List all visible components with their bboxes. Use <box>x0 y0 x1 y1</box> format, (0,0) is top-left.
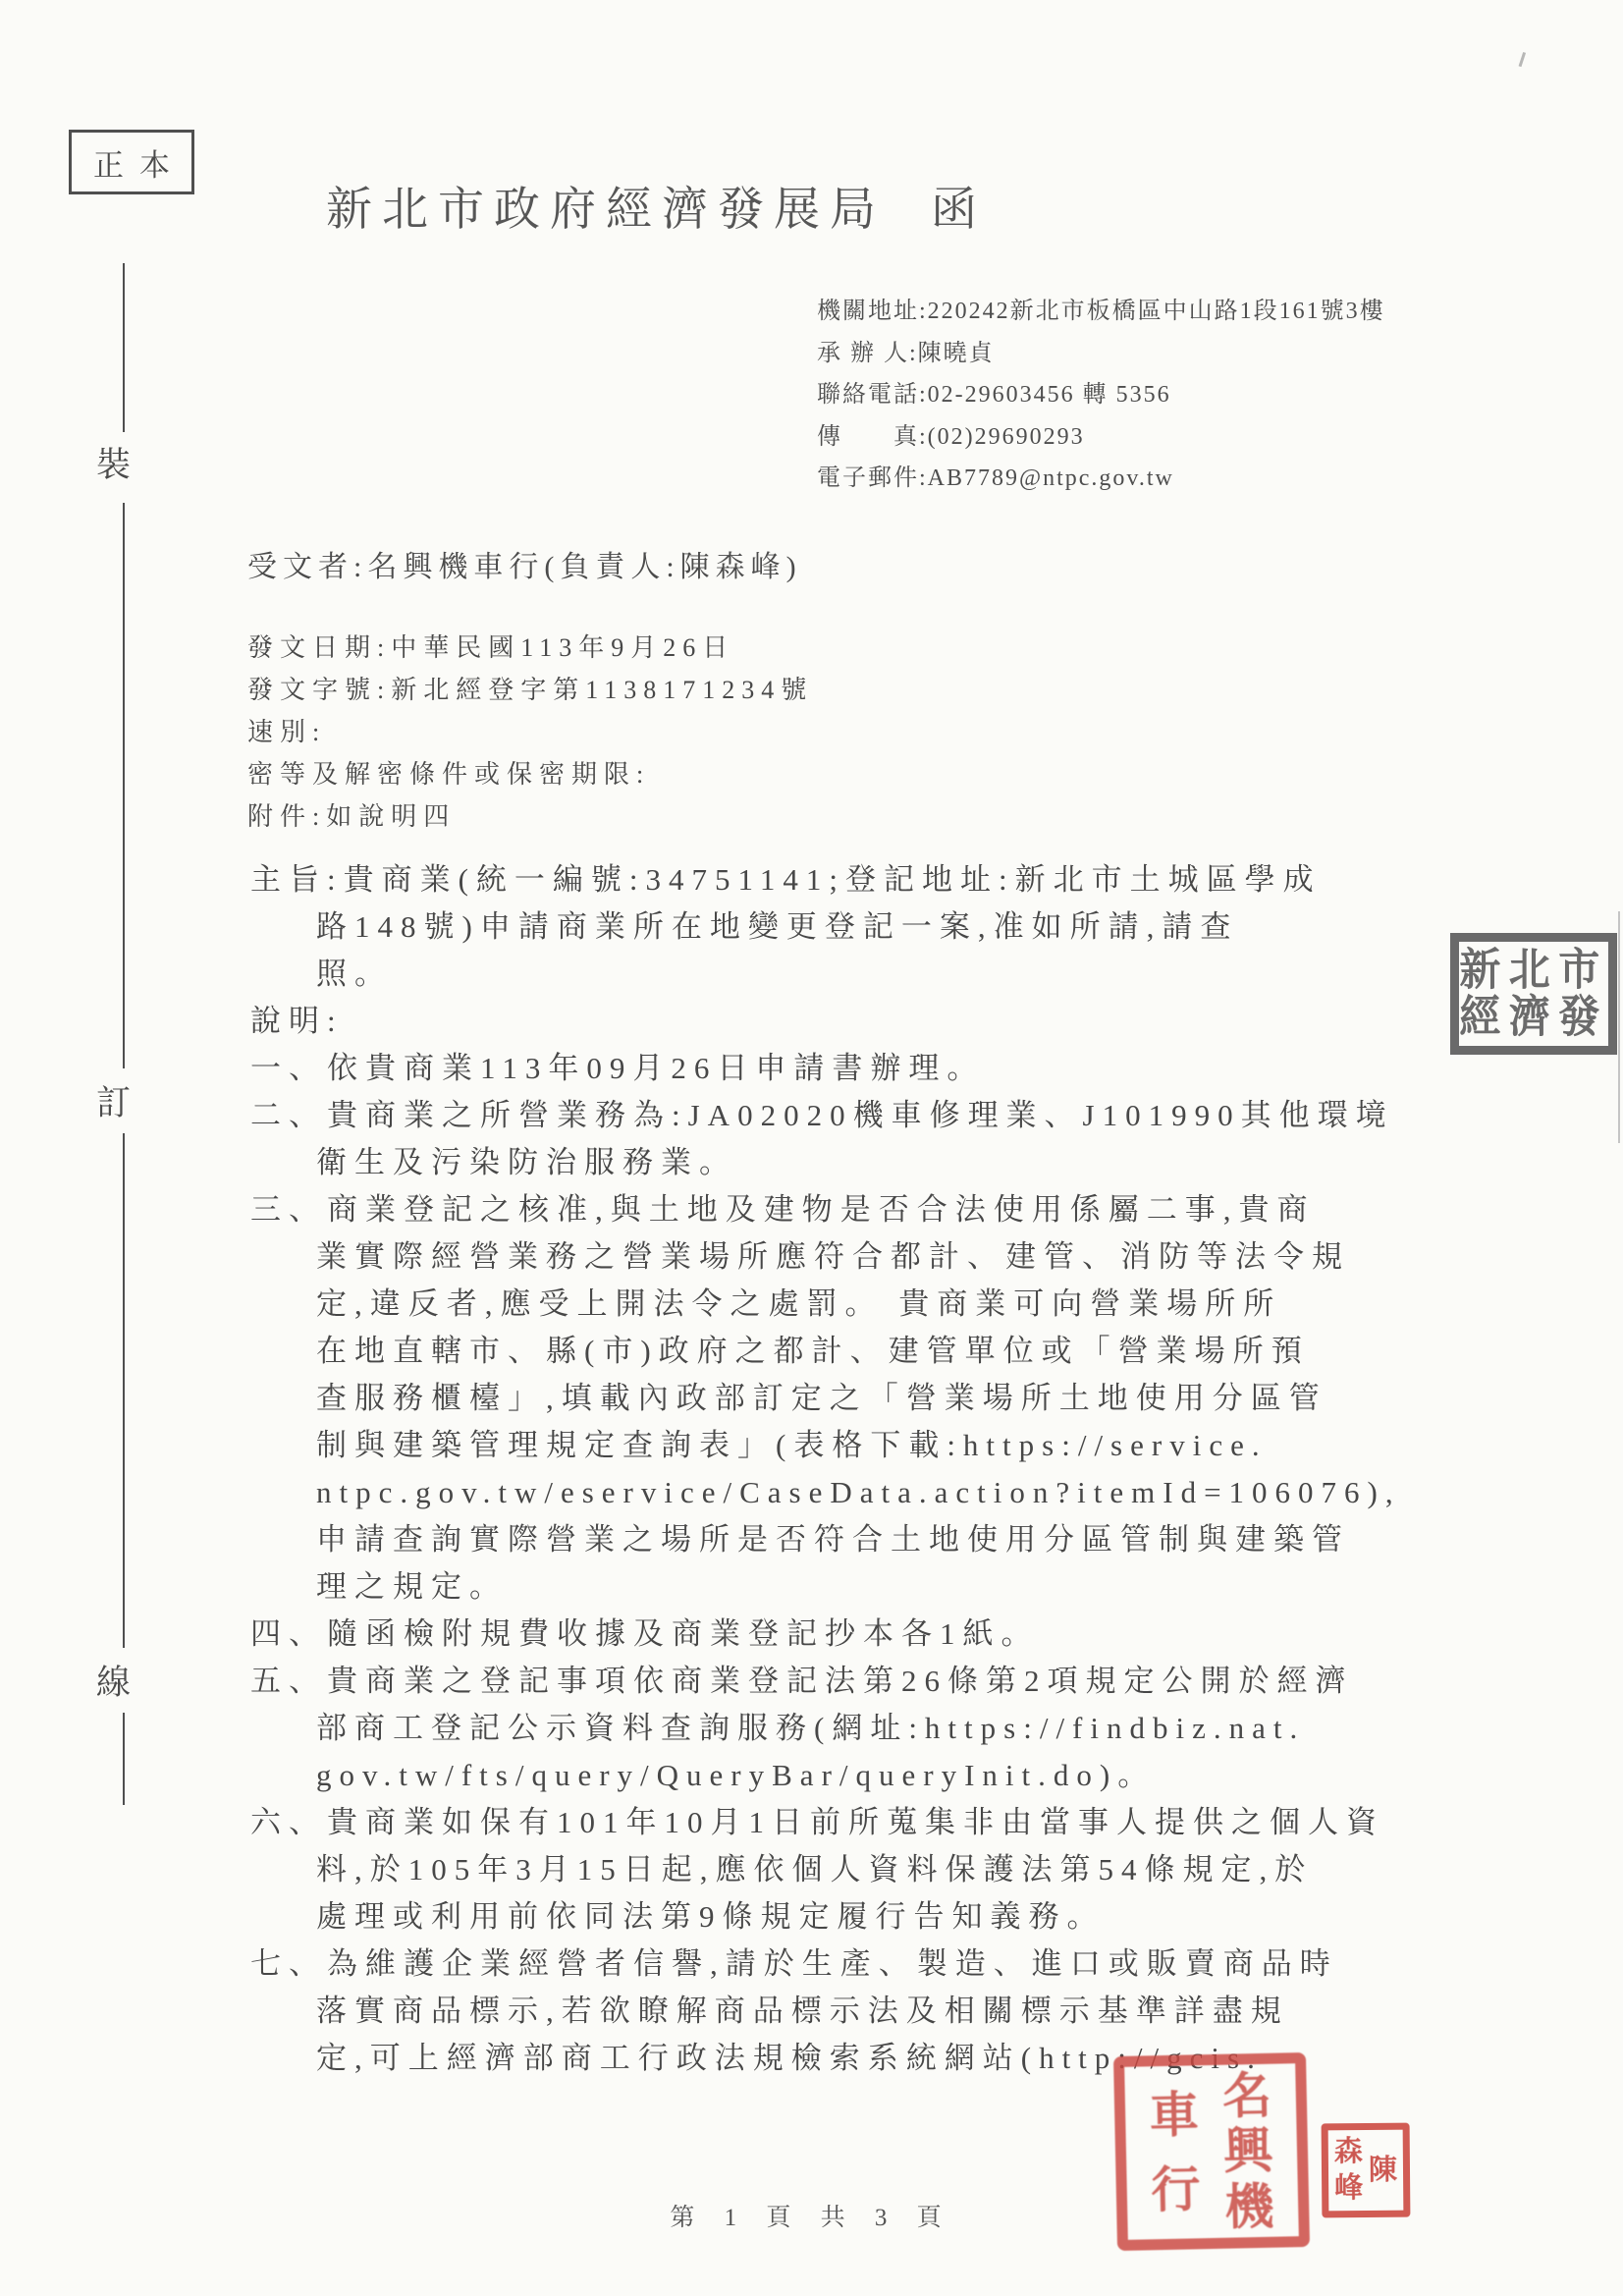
classification-box <box>69 130 194 194</box>
seal-column <box>1369 2130 1398 2211</box>
item-first-line: 說明: <box>250 1004 344 1038</box>
continuation-line: ntpc.gov.tw/eservice/CaseData.action?itemId=106076), <box>316 1475 1401 1509</box>
item-first-line: 主旨:貴商業(統一編號:34751141;登記地址:新北市土城區學成 <box>250 862 1322 897</box>
continuation-line: 路148號)申請商業所在地變更登記一案,准如所請,請查 <box>316 909 1239 944</box>
text-line: 速別: <box>247 718 327 746</box>
binding-line <box>123 263 125 432</box>
binding-line <box>123 1713 125 1805</box>
text-line: 承 辦 人:陳曉貞 <box>817 340 995 366</box>
dispatch-meta-block <box>247 627 813 838</box>
continuation-line: 申請查詢實際營業之場所是否符合土地使用分區管制與建築管 <box>316 1522 1350 1557</box>
letter-body <box>250 856 1527 2082</box>
continuation-line: 料,於105年3月15日起,應依個人資料保護法第54條規定,於 <box>316 1852 1314 1886</box>
seal-character: 車 <box>1149 2087 1200 2144</box>
item-first-line: 七、為維護企業經營者信譽,請於生產、製造、進口或販賣商品時 <box>250 1946 1338 1981</box>
seal-character: 機 <box>1223 2178 1275 2235</box>
continuation-line: 衛生及污染防治服務業。 <box>316 1145 737 1179</box>
document-type: 函 <box>931 185 987 236</box>
agency-seal-stamp <box>1450 933 1617 1055</box>
item-first-line: 五、貴商業之登記事項依商業登記法第26條第2項規定公開於經濟 <box>250 1664 1354 1698</box>
seal-character: 峰 <box>1334 2172 1364 2205</box>
text-line: 發文日期:中華民國113年9月26日 <box>247 633 735 662</box>
classification-label: 正本 <box>93 147 186 183</box>
text-line: 新北市 <box>1459 944 1608 995</box>
scan-artifact <box>1512 50 1526 67</box>
seal-column <box>1334 2130 1364 2211</box>
agency-name: 新北市政府經濟發展局 <box>326 185 886 236</box>
continuation-line: 處理或利用前依同法第9條規定履行告知義務。 <box>316 1899 1106 1934</box>
document-title <box>326 173 987 239</box>
item-first-line: 三、商業登記之核准,與土地及建物是否合法使用係屬二事,貴商 <box>250 1192 1316 1227</box>
binding-line <box>123 503 125 1068</box>
item-first-line: 四、隨函檢附規費收據及商業登記抄本各1紙。 <box>250 1616 1040 1651</box>
binding-mark-zhuang: 裝 <box>96 446 132 484</box>
continuation-line: 業實際經營業務之營業場所應符合都計、建管、消防等法令規 <box>316 1239 1350 1274</box>
seal-column <box>1149 2065 1202 2239</box>
recipient-line: 受文者:名興機車行(負責人:陳森峰) <box>247 551 802 583</box>
continuation-line: 制與建築管理規定查詢表」(表格下載:https://service. <box>316 1428 1268 1462</box>
seal-character: 森 <box>1333 2136 1363 2168</box>
business-seal-stamp <box>1113 2052 1310 2251</box>
text-line: 聯絡電話:02-29603456 轉 5356 <box>817 382 1171 408</box>
text-line: 電子郵件:AB7789@ntpc.gov.tw <box>817 465 1174 491</box>
text-line: 發文字號:新北經登字第1138171234號 <box>247 676 814 704</box>
item-first-line: 二、貴商業之所營業務為:JA02020機車修理業、J101990其他環境 <box>250 1098 1394 1132</box>
continuation-line: 落實商品標示,若欲瞭解商品標示法及相關標示基準詳盡規 <box>316 1994 1289 2028</box>
seal-character: 名 <box>1221 2067 1272 2124</box>
text-line: 傳 真:(02)29690293 <box>817 423 1085 450</box>
continuation-line: 定,可上經濟部商工行政法規檢索系統網站(http://gcis. <box>316 2041 1263 2075</box>
agency-contact-block <box>817 291 1385 500</box>
item-first-line: 六、貴商業如保有101年10月1日前所蒐集非由當事人提供之個人資 <box>250 1805 1384 1839</box>
text-line: 機關地址:220242新北市板橋區中山路1段161號3樓 <box>817 299 1385 324</box>
continuation-line: 照。 <box>316 957 393 991</box>
binding-mark-ding: 訂 <box>96 1084 132 1122</box>
continuation-line: 理之規定。 <box>316 1569 508 1604</box>
continuation-line: 在地直轄市、縣(市)政府之都計、建管單位或「營業場所預 <box>316 1334 1310 1368</box>
text-line: 經濟發 <box>1459 992 1608 1042</box>
page-indicator: 第 1 頁 共 3 頁 <box>670 2205 953 2231</box>
continuation-line: 部商工登記公示資料查詢服務(網址:https://findbiz.nat. <box>316 1711 1306 1745</box>
binding-line <box>123 1133 125 1648</box>
text-line: 附件:如說明四 <box>247 802 457 831</box>
scan-artifact <box>1618 911 1620 1143</box>
owner-seal-stamp <box>1322 2123 1411 2218</box>
continuation-line: 定,違反者,應受上開法令之處罰。 貴商業可向營業場所所 <box>316 1286 1282 1321</box>
continuation-line: 查服務櫃檯」,填載內政部訂定之「營業場所土地使用分區管 <box>316 1381 1327 1415</box>
item-first-line: 一、依貴商業113年09月26日申請書辦理。 <box>250 1051 986 1085</box>
seal-character: 行 <box>1150 2160 1202 2217</box>
text-line: 密等及解密條件或保密期限: <box>247 760 651 789</box>
seal-character: 陳 <box>1368 2154 1398 2186</box>
continuation-line: gov.tw/fts/query/QueryBar/queryInit.do)。 <box>316 1758 1157 1792</box>
seal-column <box>1221 2064 1274 2238</box>
seal-character: 興 <box>1222 2122 1273 2179</box>
binding-mark-xian: 線 <box>96 1664 132 1702</box>
